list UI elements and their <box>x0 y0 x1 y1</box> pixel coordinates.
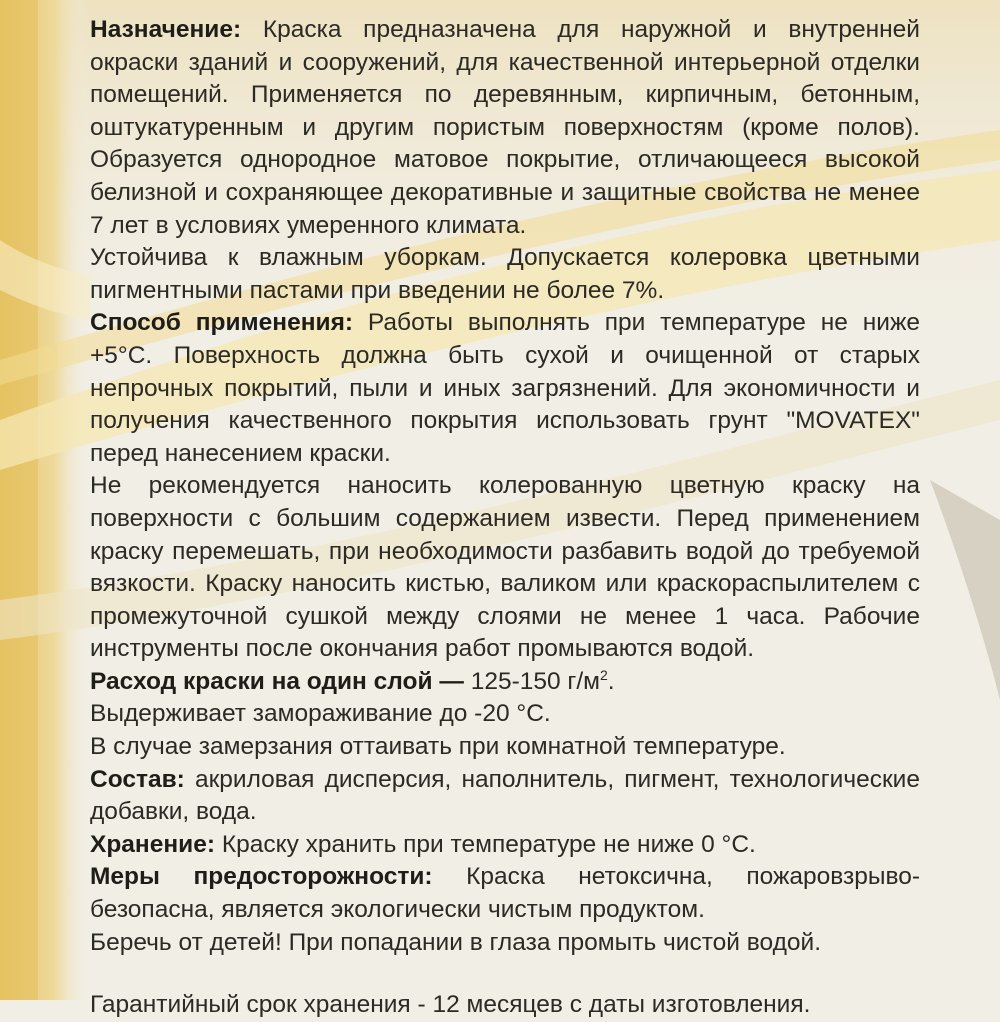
composition-text: акриловая дисперсия, наполнитель, пигмент, технологические добавки, вода. <box>90 765 920 826</box>
application-paragraph <box>90 307 920 470</box>
consumption-line <box>90 666 920 699</box>
consumption-heading: Расход краски на один слой — <box>90 667 464 695</box>
recommendation-paragraph: Не рекомендуется наносить колерованную цветную краску на поверхности с большим содержанием извести. Перед применением краску перемешать, при необходимости разбавить водой до требуемой вязкости. Краску наносить кистью, валиком или краскораспылителем с промежуточной сушкой между слоями не менее 1 часа. Рабочие инструменты после окончания работ промываются водой. <box>90 472 920 663</box>
purpose-heading: Назначение: <box>90 16 242 43</box>
storage-line <box>90 829 920 862</box>
application-heading: Способ применения: <box>90 309 354 337</box>
composition-paragraph <box>90 764 920 829</box>
precautions-text: Краска нетоксична, пожаровзрыво-безопасна, является экологически чистым продуктом. <box>90 863 920 924</box>
tinting-paragraph: Устойчива к влажным уборкам. Допускается колеровка цветными пигментными пастами при введении не более 7%. <box>90 244 920 304</box>
children-warning: Беречь от детей! При попадании в глаза промыть чистой водой. <box>90 928 822 956</box>
application-text: Работы выполнять при температуре не ниже +5°С. Поверхность должна быть сухой и очищенной от старых непрочных покрытий, пыли и иных загрязнений. Для экономичности и получения качественного покрытия использовать грунт "MOVATEX" перед нанесением краски. <box>90 309 921 467</box>
purpose-text: Краска предназначена для наружной и внутренней окраски зданий и сооружений, для качественной интерьерной отделки помещений. Применяется по деревянным, кирпичным, бетонным, оштукатуренным и другим пористым поверхностям (кроме полов). Образуется однородное матовое покрытие, отличающееся высокой белизной и сохраняющее декоративные и защитные свойства не менее 7 лет в условиях умеренного климата. <box>90 16 920 239</box>
storage-heading: Хранение: <box>90 830 216 858</box>
warranty-line: Гарантийный срок хранения - 12 месяцев с даты изготовления. <box>90 991 811 1019</box>
precautions-heading: Меры предосторожности: <box>90 863 433 891</box>
product-label-text <box>90 14 920 1022</box>
precautions-paragraph <box>90 861 920 926</box>
consumption-unit-exponent: 2 <box>600 666 608 683</box>
freezing-line: Выдерживает замораживание до -20 °С. <box>90 700 551 728</box>
consumption-value: 125-150 г/м <box>470 667 600 695</box>
purpose-paragraph <box>90 14 920 242</box>
consumption-end: . <box>607 667 615 695</box>
composition-heading: Состав: <box>90 765 185 793</box>
thawing-line: В случае замерзания оттаивать при комнатной температуре. <box>90 733 786 761</box>
storage-text: Краску хранить при температуре не ниже 0 °С. <box>221 830 756 858</box>
